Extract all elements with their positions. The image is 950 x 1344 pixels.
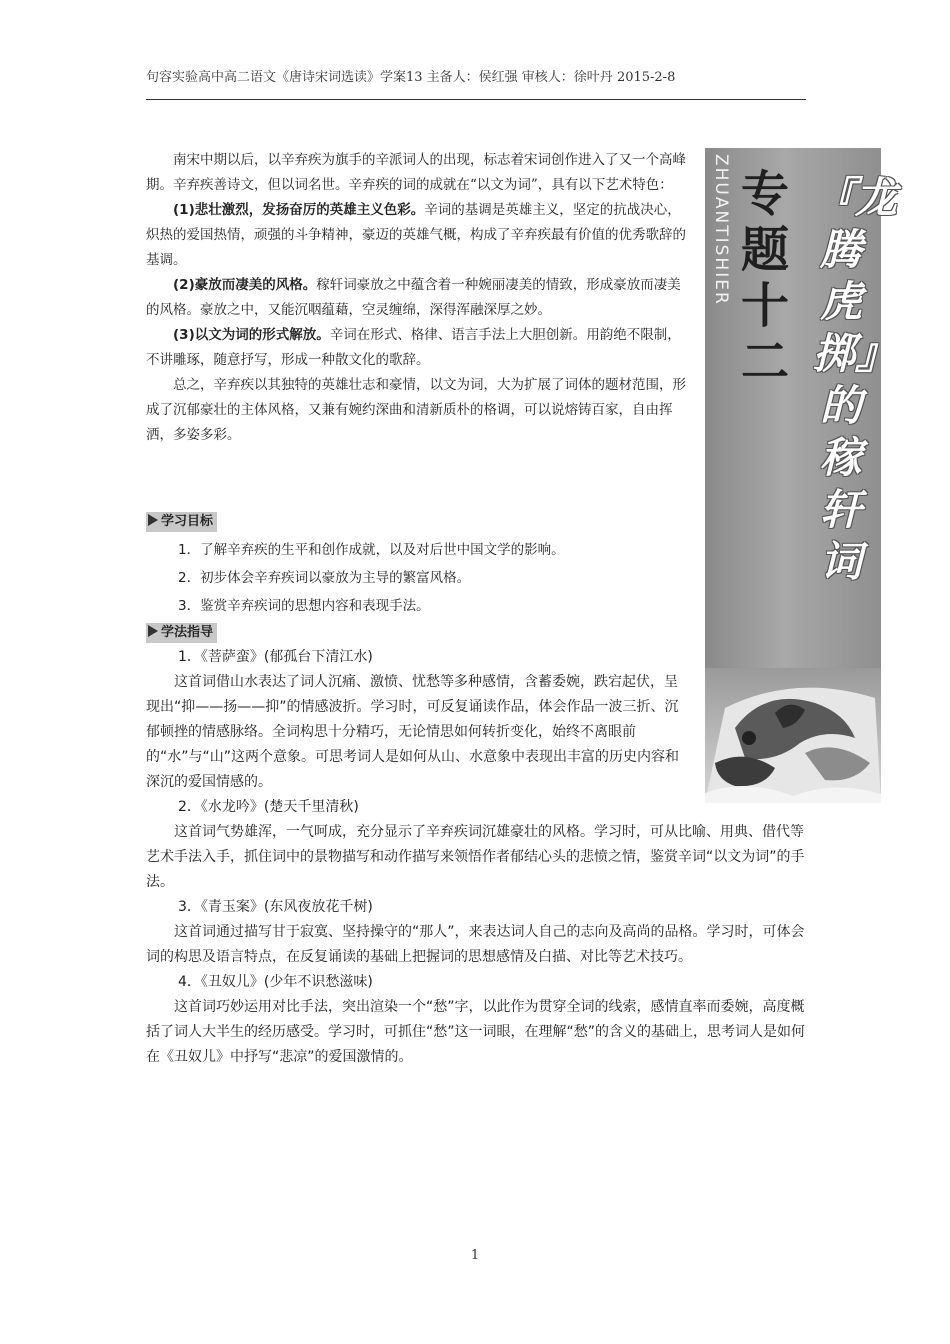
study-goals-tag xyxy=(146,510,217,532)
method-heading: 4．《丑奴儿》(少年不识愁滋味) xyxy=(178,974,373,990)
feature-2-body: 稼轩词豪放之中蕴含着一种婉丽凄美的情致，形成豪放而凄美的风格。豪放之中，又能沉咽蕴藉，空灵缠绵，深得浑融深厚之妙。 xyxy=(146,277,681,318)
feature-3-body: 辛词在形式、格律、语言手法上大胆创新。用韵绝不限制，不讲雕琢，随意抒写，形成一种散文化的歌辞。 xyxy=(146,327,681,368)
play-triangle-icon xyxy=(148,625,158,637)
study-method-section xyxy=(146,645,843,1070)
study-method-tag xyxy=(146,621,217,643)
banner-pinyin: ZHUANTISHIER xyxy=(711,154,731,306)
method-heading: 1．《菩萨蛮》(郁孤台下清江水) xyxy=(178,649,373,665)
goal-item: 1．了解辛弃疾的生平和创作成就，以及对后世中国文学的影响。 xyxy=(178,542,565,558)
study-goals-label: 学习目标 xyxy=(161,514,214,529)
header-divider xyxy=(146,99,806,100)
feature-2 xyxy=(146,273,686,323)
feature-2-heading: (2)豪放而凄美的风格。 xyxy=(173,277,317,293)
method-body: 这首词气势雄浑，一气呵成，充分显示了辛弃疾词沉雄豪壮的风格。学习时，可从比喻、用典、借代等艺术手法入手，抓住词中的景物描写和动作描写来领悟作者郁结心头的悲愤之情，鉴赏辛词“以文为词”的手法。 xyxy=(146,824,805,890)
feature-1-heading: (1)悲壮激烈，发扬奋厉的英雄主义色彩。 xyxy=(173,202,425,218)
method-body: 这首词借山水表达了词人沉痛、激愤、忧愁等多种感情，含蓄委婉，跌宕起伏，呈现出“抑——扬——抑”的情感波折。学习时，可反复诵读作品，体会作品一波三折、沉郁顿挫的情感脉络。全词构思十分精巧，无论情思如何转折变化，始终不离眼前的“水”与“山”这两个意象。可思考词人是如何从山、水意象中表现出丰富的历史内容和深沉的爱国情感的。 xyxy=(146,674,680,790)
study-goals-list xyxy=(146,536,686,620)
feature-3 xyxy=(146,323,686,373)
goal-item: 2．初步体会辛弃疾词以豪放为主导的繁富风格。 xyxy=(178,570,471,586)
method-heading: 3．《青玉案》(东风夜放花千树) xyxy=(178,899,373,915)
goal-item: 3．鉴赏辛弃疾词的思想内容和表现手法。 xyxy=(178,598,430,614)
summary-paragraph: 总之，辛弃疾以其独特的英雄壮志和豪情，以文为词，大为扩展了词体的题材范围，形成了沉郁豪壮的主体风格，又兼有婉约深曲和清新质朴的格调，可以说熔铸百家，自由挥洒，多姿多彩。 xyxy=(146,377,686,443)
page-number: 1 xyxy=(470,1248,480,1263)
banner-topic-number: 专题十二 xyxy=(740,166,789,390)
intro-section xyxy=(146,148,686,448)
feature-1-body: 辛词的基调是英雄主义，坚定的抗战决心，炽热的爱国热情，顽强的斗争精神，豪迈的英雄气概，构成了辛弃疾最有价值的优秀歌辞的基调。 xyxy=(146,202,686,268)
intro-paragraph: 南宋中期以后，以辛弃疾为旗手的辛派词人的出现，标志着宋词创作进入了又一个高峰期。辛弃疾善诗文，但以词名世。辛弃疾的词的成就在“以文为词”，具有以下艺术特色： xyxy=(146,152,686,193)
study-method-label: 学法指导 xyxy=(161,625,214,640)
method-body: 这首词巧妙运用对比手法，突出渲染一个“愁”字，以此作为贯穿全词的线索，感情直率而委婉，高度概括了词人大半生的经历感受。学习时，可抓住“愁”这一词眼，在理解“愁”的含义的基础上，思考词人是如何在《丑奴儿》中抒写“悲凉”的爱国激情的。 xyxy=(146,999,806,1065)
banner-title: 『龙腾虎掷』的稼轩词 xyxy=(813,173,898,586)
method-body: 这首词通过描写甘于寂寞、坚持操守的“那人”，来表达词人自己的志向及高尚的品格。学习时，可体会词的构思及语言特点，在反复诵读的基础上把握词的思想感情及白描、对比等艺术技巧。 xyxy=(146,924,805,965)
play-triangle-icon xyxy=(148,514,158,526)
feature-1 xyxy=(146,198,686,273)
method-heading: 2．《水龙吟》(楚天千里清秋) xyxy=(178,799,359,815)
page-header: 句容实验高中高二语文《唐诗宋词选读》学案13 主备人：侯红强 审核人：徐叶丹 2015-2-8 xyxy=(146,70,676,85)
feature-3-heading: (3)以文为词的形式解放。 xyxy=(173,327,330,343)
